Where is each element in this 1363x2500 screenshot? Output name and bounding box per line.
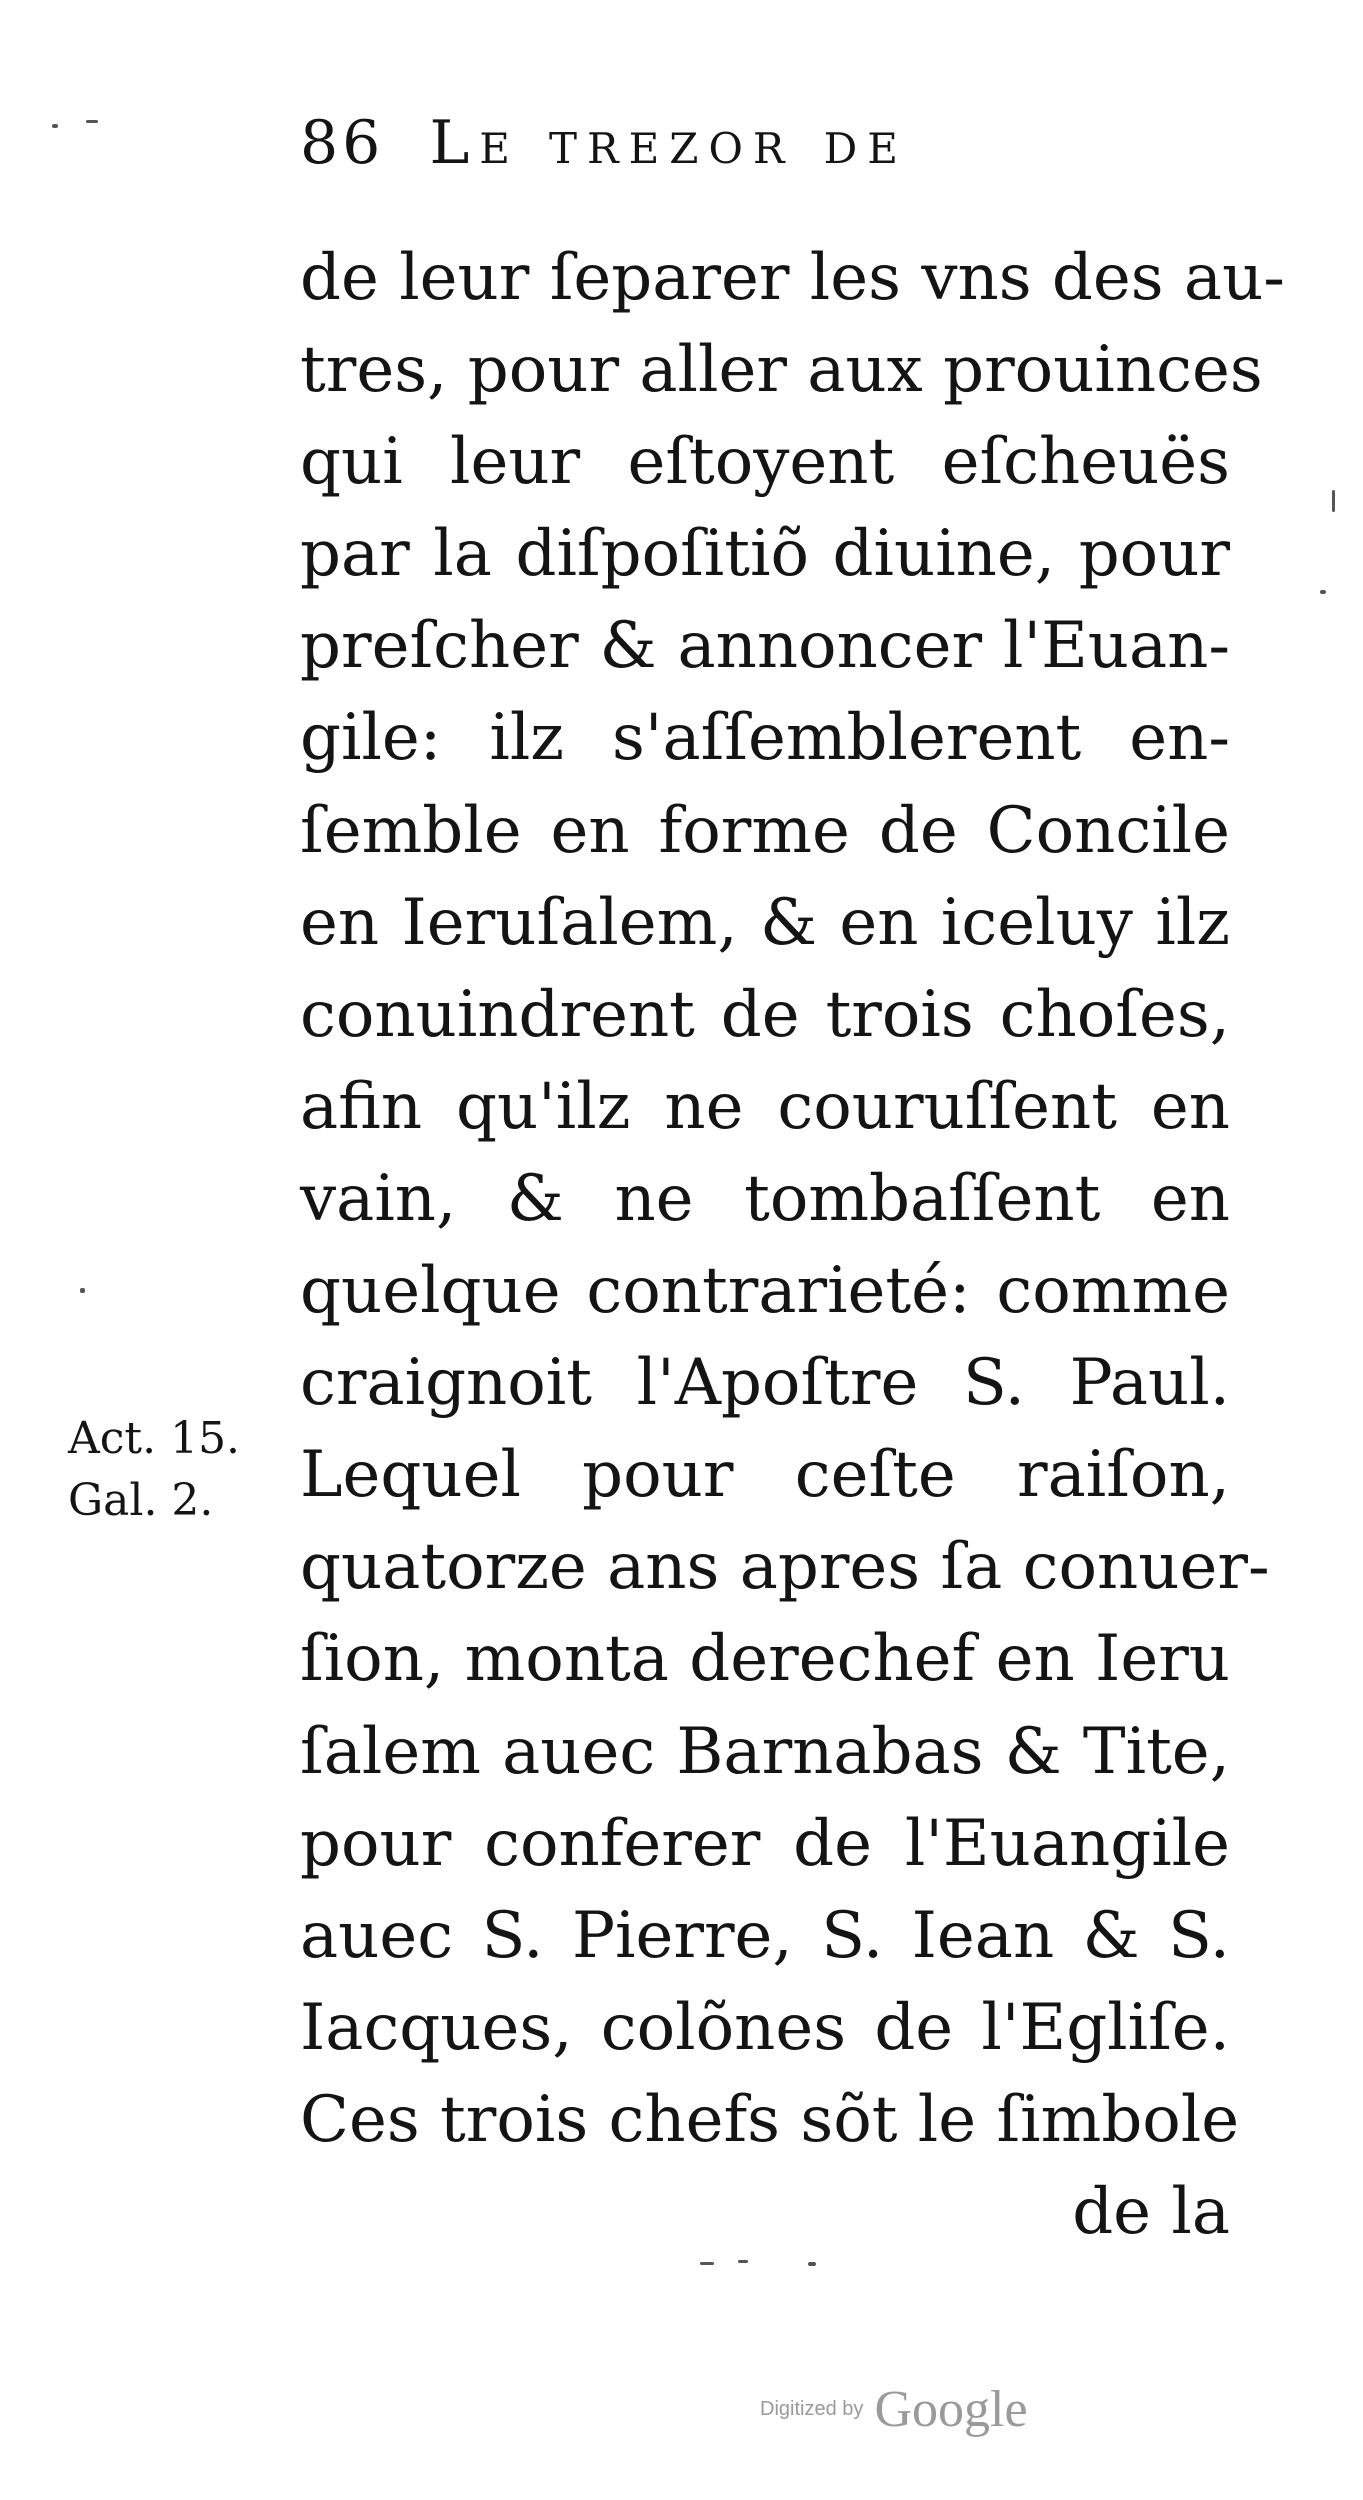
margin-notes — [68, 1408, 240, 1532]
scan-speck — [700, 2262, 714, 2265]
text-line: en Ieruſalem, & en iceluy ilz — [300, 885, 1230, 960]
running-head — [300, 108, 908, 178]
text-line: Iacques, colõnes de l'Egliſe. — [300, 1990, 1230, 2065]
text-line: conuindrent de trois choſes, — [300, 977, 1230, 1052]
text-line: pour conferer de l'Euangile — [300, 1806, 1230, 1881]
page-number: 86 — [300, 108, 385, 178]
scan-speck — [52, 124, 58, 128]
text-line: auec S. Pierre, S. Iean & S. — [300, 1898, 1230, 1973]
text-line: quelque contrarieté: comme — [300, 1254, 1230, 1329]
text-line: afin qu'ilz ne couruſſent en — [300, 1069, 1230, 1144]
text-line: tres, pour aller aux prouinces — [300, 333, 1263, 408]
running-head-title: Le trezor de — [429, 108, 908, 178]
text-line: preſcher & annoncer l'Euan- — [300, 609, 1230, 684]
text-line: quatorze ans apres ſa conuer- — [300, 1530, 1270, 1605]
text-line: ſalem auec Barnabas & Tite, — [300, 1714, 1230, 1789]
scan-speck — [1332, 490, 1335, 512]
text-line: par la diſpoſitiõ diuine, pour — [300, 517, 1230, 592]
text-line: ſion, monta derechef en Ieru — [300, 1622, 1230, 1697]
digitized-watermark — [760, 2380, 1028, 2439]
scan-speck — [808, 2262, 816, 2266]
scan-speck — [1320, 590, 1326, 594]
scan-speck — [738, 2260, 748, 2263]
text-line: vain, & ne tombaſſent en — [300, 1161, 1230, 1236]
body-text — [300, 232, 1285, 2258]
google-logo: Google — [874, 2381, 1028, 2438]
text-line: qui leur eſtoyent eſcheuës — [300, 425, 1230, 500]
text-line: craignoit l'Apoſtre S. Paul. — [300, 1346, 1230, 1421]
catchword: de la — [1072, 2174, 1230, 2249]
text-line: Lequel pour ceſte raiſon, — [300, 1438, 1230, 1513]
scan-speck — [80, 1288, 85, 1293]
text-line: ſemble en forme de Concile — [300, 793, 1230, 868]
digitized-by-text: Digitized by — [760, 2398, 864, 2420]
scan-speck — [86, 120, 98, 123]
text-line: gile: ilz s'aſſemblerent en- — [300, 701, 1230, 776]
text-line: Ces trois chefs sõt le ſimbole — [300, 2082, 1240, 2157]
text-line: de leur ſeparer les vns des au- — [300, 241, 1285, 315]
margin-note: Act. 15. — [68, 1413, 241, 1464]
margin-note: Gal. 2. — [68, 1475, 214, 1526]
